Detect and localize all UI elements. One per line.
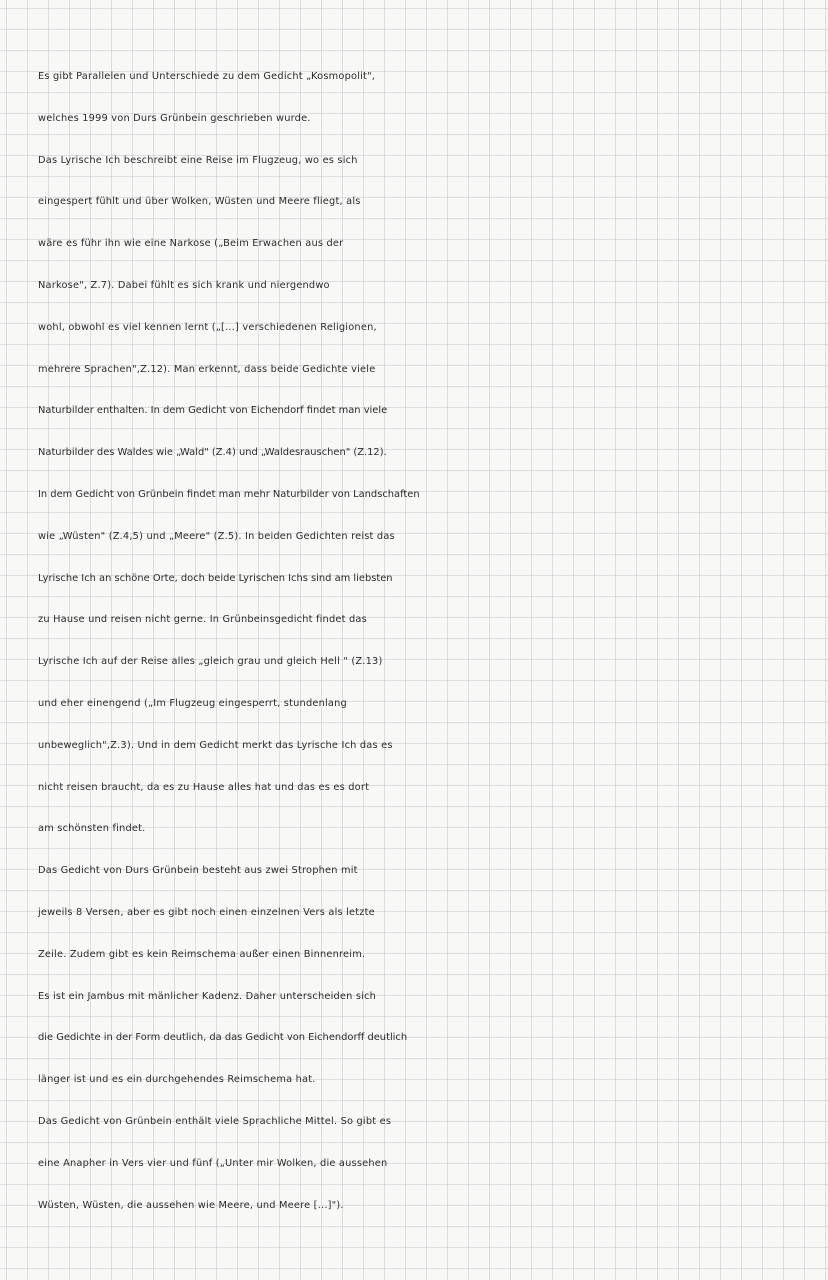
text-line: Naturbilder enthalten. In dem Gedicht von Eichendorf findet man viele xyxy=(38,405,388,417)
text-line: eingespert fühlt und über Wolken, Wüsten und Meere fliegt, als xyxy=(38,196,361,208)
text-line: Es gibt Parallelen und Unterschiede zu dem Gedicht „Kosmopolit", xyxy=(38,71,376,82)
text-line: wie „Wüsten" (Z.4,5) und „Meere" (Z.5). In beiden Gedichten reist das xyxy=(38,530,395,542)
text-line: Es ist ein Jambus mit mänlicher Kadenz. Daher unterscheiden sich xyxy=(38,990,377,1002)
text-line: wohl, obwohl es viel kennen lernt („[...] verschiedenen Religionen, xyxy=(38,321,377,333)
text-line: Zeile. Zudem gibt es kein Reimschema außer einen Binnenreim. xyxy=(38,948,366,960)
text-line: welches 1999 von Durs Grünbein geschrieben wurde. xyxy=(38,112,311,124)
text-line: Das Gedicht von Durs Grünbein besteht aus zwei Strophen mit xyxy=(38,865,358,877)
text-line: Das Lyrische Ich beschreibt eine Reise im Flugzeug, wo es sich xyxy=(38,154,358,166)
text-line: jeweils 8 Versen, aber es gibt noch einen einzelnen Vers als letzte xyxy=(38,906,375,918)
text-line: Lyrische Ich auf der Reise alles „gleich grau und gleich Hell " (Z.13) xyxy=(38,656,383,668)
text-line: wäre es führ ihn wie eine Narkose („Beim Erwachen aus der xyxy=(38,238,344,250)
text-line: Narkose", Z.7). Dabei fühlt es sich krank und niergendwo xyxy=(38,279,330,291)
text-line: mehrere Sprachen",Z.12). Man erkennt, dass beide Gedichte viele xyxy=(38,363,376,375)
text-line: zu Hause und reisen nicht gerne. In Grünbeinsgedicht findet das xyxy=(38,614,367,626)
text-line: die Gedichte in der Form deutlich, da das Gedicht von Eichendorff deutlich xyxy=(38,1032,408,1044)
text-line: nicht reisen braucht, da es zu Hause alles hat und das es es dort xyxy=(38,781,370,793)
text-line: unbeweglich",Z.3). Und in dem Gedicht merkt das Lyrische Ich das es xyxy=(38,739,393,751)
text-line: am schönsten findet. xyxy=(38,823,146,835)
text-line: und eher einengend („Im Flugzeug eingesperrt, stundenlang xyxy=(38,697,347,709)
text-line: länger ist und es ein durchgehendes Reimschema hat. xyxy=(38,1074,316,1086)
handwritten-text xyxy=(38,56,828,1226)
text-line: Lyrische Ich an schöne Orte, doch beide Lyrischen Ichs sind am liebsten xyxy=(38,572,393,584)
text-line: In dem Gedicht von Grünbein findet man mehr Naturbilder von Landschaften xyxy=(38,488,420,500)
text-line: Das Gedicht von Grünbein enthält viele Sprachliche Mittel. So gibt es xyxy=(38,1115,392,1127)
text-line: Naturbilder des Waldes wie „Wald" (Z.4) und „Waldesrauschen" (Z.12). xyxy=(38,447,387,459)
text-line: Wüsten, Wüsten, die aussehen wie Meere, und Meere [...]"). xyxy=(38,1199,344,1211)
text-line: eine Anapher in Vers vier und fünf („Unter mir Wolken, die aussehen xyxy=(38,1157,388,1169)
